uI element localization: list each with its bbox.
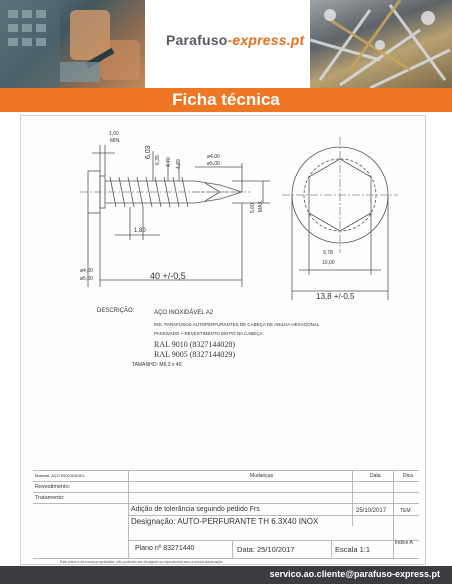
dim-10-00: 10,00 bbox=[322, 260, 335, 266]
header-photo-tools bbox=[0, 0, 145, 88]
table-date: Data: 25/10/2017 bbox=[237, 545, 295, 554]
dim-min: MIN. bbox=[110, 138, 121, 144]
table-designation: Designação: AUTO-PERFURANTE TH 6.3X40 INOX bbox=[131, 517, 319, 526]
table-line-6 bbox=[128, 540, 419, 541]
table-tip-header: Dica bbox=[403, 473, 414, 479]
description-label: DESCRIÇÃO: bbox=[97, 308, 135, 314]
screws-illustration bbox=[310, 0, 452, 88]
description-ral1: RAL 9010 (8327144028) bbox=[154, 340, 236, 349]
table-tolerance-code: TEM bbox=[400, 508, 411, 514]
table-index: Índice A bbox=[395, 540, 413, 546]
dim-length: 40 +/-0,5 bbox=[150, 271, 186, 281]
table-disclaimer: Este plano é da nossa propriedade, não podendo ser divulgado ou reproduzido sem a nossa autorização bbox=[60, 560, 223, 564]
logo-part1: Parafuso bbox=[166, 32, 228, 48]
customer-service-email[interactable]: servico.ao.cliente@parafuso-express.pt bbox=[269, 569, 440, 579]
table-line-2 bbox=[33, 481, 419, 482]
screw-threads bbox=[110, 177, 188, 207]
description-ral2: RAL 9005 (8327144029) bbox=[154, 350, 236, 359]
dim-left-4-00: ø4,00 bbox=[80, 268, 93, 274]
dim-5-60: 5,60 bbox=[250, 203, 256, 213]
table-scale: Escala 1:1 bbox=[335, 545, 371, 554]
dim-head-width: 13,8 +/-0,5 bbox=[316, 292, 355, 301]
dim-a-4-00: ø4,00 bbox=[207, 154, 220, 160]
table-vline-2 bbox=[352, 470, 353, 526]
dim-4-89: 4,89 bbox=[176, 159, 182, 169]
table-changes-header: Mudanças bbox=[250, 473, 274, 479]
description-material: AÇO INOXIDÁVEL A2 bbox=[154, 310, 214, 316]
table-line-4 bbox=[33, 503, 419, 504]
dim-1-00: 1,00 bbox=[109, 131, 119, 137]
description-size: TAMANHO: M6,3 x 40 bbox=[132, 362, 182, 368]
table-plan-number: Plano nº 83271440 bbox=[135, 545, 195, 552]
header-photo-screws bbox=[310, 0, 452, 88]
table-line-3 bbox=[33, 492, 419, 493]
page-title: Ficha técnica bbox=[172, 90, 280, 109]
table-vline-4 bbox=[232, 540, 233, 558]
dim-4-70: 4,70 bbox=[166, 157, 172, 167]
dim-6-35: 6,35 bbox=[155, 155, 161, 165]
table-line-bottom bbox=[33, 558, 419, 559]
brand-logo[interactable] bbox=[166, 32, 304, 48]
table-tolerance-date: 25/10/2017 bbox=[356, 508, 387, 514]
dim-max: MAX. bbox=[258, 199, 264, 212]
table-vline-5 bbox=[331, 540, 332, 558]
dim-1-80: 1,80 bbox=[134, 228, 146, 234]
table-coating-label: Revestimento: bbox=[35, 484, 71, 490]
head-top-view bbox=[282, 137, 398, 300]
description-line1: IND. PARAFUSOS AUTOPERFURANTES DE CABEÇA DE ANILHA HEXAGONAL bbox=[154, 322, 320, 327]
header bbox=[0, 0, 452, 88]
description-line2: PASSIVADO + REVESTIMENTO EM PÓ NA CABEÇA bbox=[154, 331, 263, 336]
table-material-label: Material: AÇO INOXIDÁVEL bbox=[35, 473, 86, 478]
tools-illustration bbox=[0, 0, 145, 88]
dim-9-78: 9,78 bbox=[323, 250, 333, 256]
dim-a-5-00: ø5,00 bbox=[207, 161, 220, 167]
technical-drawing bbox=[20, 115, 424, 563]
table-tolerance: Adição de tolerância seguindo pedido Frs bbox=[131, 506, 260, 513]
table-line-top bbox=[33, 470, 419, 471]
table-vline-3 bbox=[393, 470, 394, 558]
table-line-5 bbox=[128, 515, 419, 516]
table-vline-1 bbox=[128, 470, 129, 558]
dim-left-5-00: ø5,00 bbox=[80, 276, 93, 282]
table-date-header: Data bbox=[370, 473, 381, 479]
dim-6-03: 6,03 bbox=[145, 145, 152, 159]
table-treatment-label: Tratamento: bbox=[35, 495, 65, 501]
logo-part2: -express.pt bbox=[227, 32, 305, 48]
